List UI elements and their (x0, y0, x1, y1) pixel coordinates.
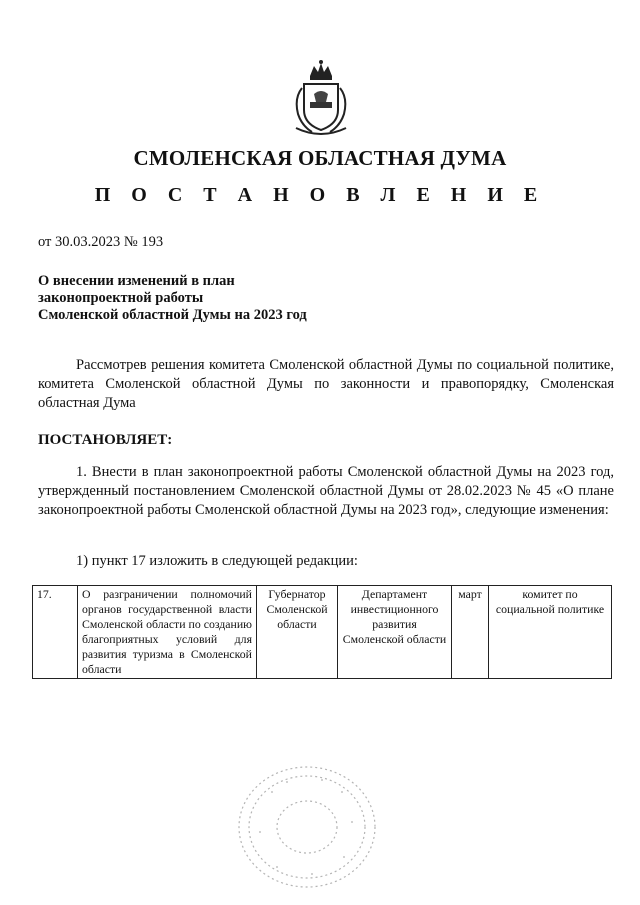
date-and-number: от 30.03.2023 № 193 (38, 234, 164, 250)
item-1-paragraph: 1. Внести в план законопроектной работы Смоленской областной Думы на 2023 год, утвержденный постановлением Смоленской областной Думы от 28.02.2023 № 45 «О плане законопроектной работы Смоленской областной Думы на 2023 год», следующие изменения: (38, 464, 614, 518)
seal-stamp-icon (232, 762, 382, 892)
cell-department: Департамент инвестиционного развития Смоленской области (338, 586, 452, 679)
resolves-heading: ПОСТАНОВЛЯЕТ: (38, 432, 173, 448)
preamble-paragraph: Рассмотрев решения комитета Смоленской областной Думы по социальной политике, комитета Смоленской областной Думы по законности и правопорядку, Смоленская областная Дума (38, 357, 614, 411)
subject-line: законопроектной работы (38, 290, 204, 306)
organization-title: СМОЛЕНСКАЯ ОБЛАСТНАЯ ДУМА (133, 146, 507, 170)
cell-title: О разграничении полномочий органов государственной власти Смоленской области по созданию благоприятных условий для развития туризма в Смоленской области (78, 586, 257, 679)
subitem-1: 1) пункт 17 изложить в следующей редакции: (76, 553, 358, 569)
cell-responsible: Губернатор Смоленской области (257, 586, 338, 679)
coat-of-arms-icon (290, 58, 352, 138)
cell-number: 17. (33, 586, 78, 679)
amendment-table (32, 585, 612, 679)
table-row (33, 586, 612, 679)
subject-line: Смоленской областной Думы на 2023 год (38, 307, 307, 323)
cell-committee: комитет по социальной политике (489, 586, 612, 679)
document-subject (38, 273, 358, 324)
cell-term: март (452, 586, 489, 679)
subject-line: О внесении изменений в план (38, 273, 235, 289)
document-type: П О С Т А Н О В Л Е Н И Е (94, 184, 546, 206)
